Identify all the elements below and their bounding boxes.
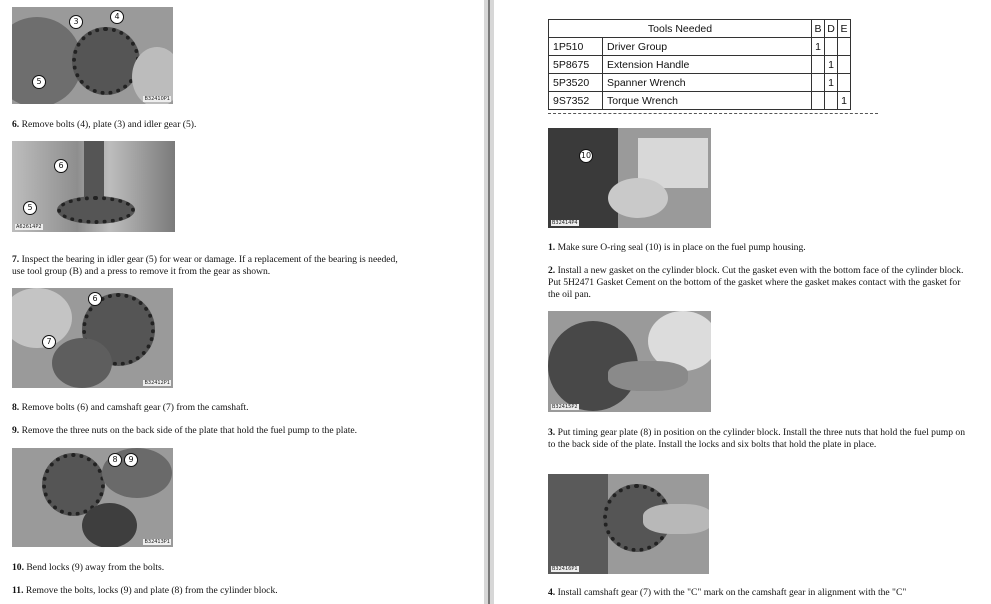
callout-6: 6 xyxy=(88,292,102,306)
figure-idler-gear-removal xyxy=(12,7,173,104)
figure-camshaft-gear xyxy=(12,288,173,388)
figure-fuel-pump-oring xyxy=(548,128,711,228)
figure-code: B32414P4 xyxy=(552,220,578,226)
table-dashed-rule xyxy=(548,113,878,114)
figure-camshaft-gear-install xyxy=(548,474,709,574)
step-6: 6. Remove bolts (4), plate (3) and idler gear (5). xyxy=(12,119,197,130)
step-10: 10. Bend locks (9) away from the bolts. xyxy=(12,562,165,573)
qty-e xyxy=(838,74,851,92)
callout-7: 7 xyxy=(42,335,56,349)
table-title: Tools Needed xyxy=(549,20,812,38)
tool-name: Driver Group xyxy=(603,38,812,56)
figure-idler-bearing-press xyxy=(12,141,175,232)
part-number: 9S7352 xyxy=(549,92,603,110)
qty-d: 1 xyxy=(825,56,838,74)
step-2: 2. Install a new gasket on the cylinder block. Cut the gasket even with the bottom face of the cylinder block. Put 5H2471 Gasket Cement on the bottom of the gasket where the gasket makes contact with the gasket for the oil pan. xyxy=(548,265,964,300)
table-header-row xyxy=(549,20,851,38)
callout-5: 5 xyxy=(32,75,46,89)
tool-name: Spanner Wrench xyxy=(603,74,812,92)
figure-gasket-install xyxy=(548,311,711,412)
table-row xyxy=(549,92,851,110)
column-d: D xyxy=(825,20,838,38)
callout-5: 5 xyxy=(23,201,37,215)
qty-d xyxy=(825,92,838,110)
qty-e xyxy=(838,56,851,74)
part-number: 5P8675 xyxy=(549,56,603,74)
callout-6: 6 xyxy=(54,159,68,173)
part-number: 1P510 xyxy=(549,38,603,56)
figure-code: B32412P1 xyxy=(144,380,170,386)
qty-b: 1 xyxy=(812,38,825,56)
qty-d xyxy=(825,38,838,56)
callout-8: 8 xyxy=(108,453,122,467)
qty-e: 1 xyxy=(838,92,851,110)
step-3: 3. Put timing gear plate (8) in position on the cylinder block. Install the three nuts that hold the fuel pump on to the back side of the plate. Install the locks and six bolts that hold the plate in place. xyxy=(548,427,965,450)
part-number: 5P3520 xyxy=(549,74,603,92)
step-9: 9. Remove the three nuts on the back side of the plate that hold the fuel pump to the plate. xyxy=(12,425,358,436)
callout-10: 10 xyxy=(579,149,593,163)
callout-3: 3 xyxy=(69,15,83,29)
figure-code: B32410P1 xyxy=(144,96,170,102)
tool-name: Extension Handle xyxy=(603,56,812,74)
figure-code: B32415P2 xyxy=(552,404,578,410)
qty-b xyxy=(812,56,825,74)
step-7: 7. Inspect the bearing in idler gear (5) for wear or damage. If a replacement of the bearing is needed, use tool group (B) and a press to remove it from the gear as shown. xyxy=(12,254,398,277)
callout-4: 4 xyxy=(110,10,124,24)
qty-e xyxy=(838,38,851,56)
callout-9: 9 xyxy=(124,453,138,467)
step-11: 11. Remove the bolts, locks (9) and plate (8) from the cylinder block. xyxy=(12,585,278,596)
table-row xyxy=(549,74,851,92)
step-1: 1. Make sure O-ring seal (10) is in place on the fuel pump housing. xyxy=(548,242,806,253)
table-row xyxy=(549,56,851,74)
figure-code: B32413P1 xyxy=(144,539,170,545)
column-e: E xyxy=(838,20,851,38)
qty-b xyxy=(812,92,825,110)
right-page xyxy=(494,0,991,604)
tools-needed-table xyxy=(548,19,851,110)
figure-timing-plate xyxy=(12,448,173,547)
tool-name: Torque Wrench xyxy=(603,92,812,110)
figure-code: A62614P2 xyxy=(16,224,42,230)
step-4: 4. Install camshaft gear (7) with the "C" mark on the camshaft gear in alignment with the "C" xyxy=(548,587,907,598)
step-8: 8. Remove bolts (6) and camshaft gear (7) from the camshaft. xyxy=(12,402,249,413)
qty-d: 1 xyxy=(825,74,838,92)
page-gutter xyxy=(484,0,494,604)
table-row xyxy=(549,38,851,56)
qty-b xyxy=(812,74,825,92)
left-page xyxy=(0,0,484,604)
figure-code: B32416P1 xyxy=(552,566,578,572)
column-b: B xyxy=(812,20,825,38)
